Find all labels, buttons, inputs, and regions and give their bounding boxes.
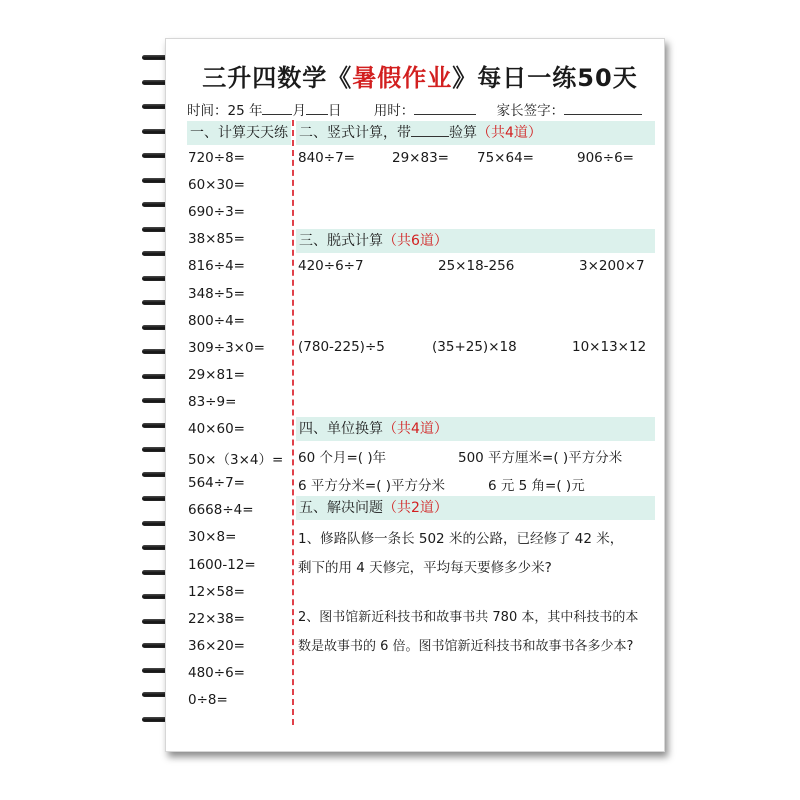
section-3-count: （共6道） bbox=[383, 233, 448, 249]
vertical-calc-item: 29×83= bbox=[392, 150, 449, 166]
mental-math-item: 800÷4= bbox=[188, 312, 245, 329]
duration-label: 用时： bbox=[373, 103, 415, 119]
section-3-label: 三、脱式计算 bbox=[299, 233, 383, 249]
mental-math-item: 1600-12= bbox=[188, 556, 256, 573]
section-2-header bbox=[296, 121, 655, 145]
step-calc-item: (35+25)×18 bbox=[432, 339, 517, 355]
section-4-label: 四、单位换算 bbox=[299, 421, 383, 437]
title-suffix: 》每日一练50天 bbox=[452, 64, 638, 92]
section-2-count: （共4道） bbox=[477, 125, 542, 141]
step-calc-item: 10×13×12 bbox=[572, 339, 647, 355]
mental-math-item: 690÷3= bbox=[188, 204, 245, 221]
month-label: 月 bbox=[292, 103, 306, 119]
mental-math-item: 36×20= bbox=[188, 637, 245, 654]
mental-math-item: 309÷3×0= bbox=[188, 339, 265, 356]
month-blank[interactable] bbox=[262, 102, 292, 115]
section-5-count: （共2道） bbox=[383, 500, 448, 516]
mental-math-item: 348÷5= bbox=[188, 285, 245, 302]
section-4-header bbox=[296, 417, 655, 441]
mental-math-item: 22×38= bbox=[188, 610, 245, 627]
duration-blank[interactable] bbox=[414, 102, 476, 115]
step-calc-item: 420÷6÷7 bbox=[298, 258, 364, 274]
parent-sign-label: 家长签字： bbox=[496, 103, 565, 119]
unit-conversion-item: 6 平方分米=( )平方分米 bbox=[298, 478, 446, 494]
section-4-count: （共4道） bbox=[383, 421, 448, 437]
section-5-header bbox=[296, 496, 655, 520]
section-2-label-a: 二、竖式计算，带 bbox=[299, 125, 411, 141]
mental-math-item: 564÷7= bbox=[188, 475, 245, 492]
page-title bbox=[200, 58, 640, 93]
step-calc-item: (780-225)÷5 bbox=[298, 339, 385, 355]
problem-1-line-2: 剩下的用 4 天修完，平均每天要修多少米? bbox=[298, 560, 552, 576]
mental-math-item: 480÷6= bbox=[188, 664, 245, 681]
mental-math-item: 40×60= bbox=[188, 421, 245, 437]
info-row bbox=[187, 99, 642, 119]
section-2-label-b: 验算 bbox=[449, 125, 477, 141]
unit-conversion-item: 6 元 5 角=( )元 bbox=[488, 478, 585, 494]
day-blank[interactable] bbox=[306, 102, 328, 115]
unit-conversion-item: 500 平方厘米=( )平方分米 bbox=[458, 450, 623, 466]
problem-1-line-1: 1、修路队修一条长 502 米的公路，已经修了 42 米， bbox=[298, 531, 624, 547]
vertical-calc-item: 75×64= bbox=[477, 150, 534, 166]
mental-math-item: 6668÷4= bbox=[188, 502, 254, 519]
unit-conversion-item: 60 个月=( )年 bbox=[298, 450, 387, 466]
mental-math-item: 720÷8= bbox=[188, 150, 245, 166]
problem-2-line-1: 2、图书馆新近科技书和故事书共 780 本，其中科技书的本 bbox=[298, 610, 639, 625]
vertical-calc-item: 840÷7= bbox=[298, 150, 355, 166]
mental-math-item: 38×85= bbox=[188, 231, 245, 248]
section-3-header bbox=[296, 229, 655, 253]
step-calc-item: 25×18-256 bbox=[438, 258, 515, 274]
mental-math-item: 12×58= bbox=[188, 583, 245, 600]
title-highlight: 暑假作业 bbox=[352, 64, 453, 92]
mental-math-item: 83÷9= bbox=[188, 393, 237, 410]
mental-math-item: 50×（3×4）= bbox=[188, 452, 284, 469]
mental-math-item: 60×30= bbox=[188, 177, 245, 194]
title-prefix: 三升四数学《 bbox=[202, 64, 353, 92]
section-2-blank bbox=[411, 124, 449, 137]
day-label: 日 bbox=[327, 103, 342, 119]
mental-math-item: 0÷8= bbox=[188, 692, 228, 708]
section-1-label: 一、计算天天练 bbox=[190, 125, 288, 141]
time-label: 时间：25 年 bbox=[187, 103, 263, 119]
section-1-header bbox=[187, 121, 291, 145]
column-divider bbox=[292, 120, 294, 725]
step-calc-item: 3×200×7 bbox=[579, 258, 645, 274]
problem-2-line-2: 数是故事书的 6 倍。图书馆新近科技书和故事书各多少本? bbox=[298, 639, 634, 654]
mental-math-item: 816÷4= bbox=[188, 258, 245, 275]
section-5-label: 五、解决问题 bbox=[299, 500, 383, 516]
parent-sign-blank[interactable] bbox=[564, 102, 642, 115]
mental-math-item: 29×81= bbox=[188, 366, 245, 383]
vertical-calc-item: 906÷6= bbox=[577, 150, 634, 166]
mental-math-item: 30×8= bbox=[188, 529, 237, 546]
